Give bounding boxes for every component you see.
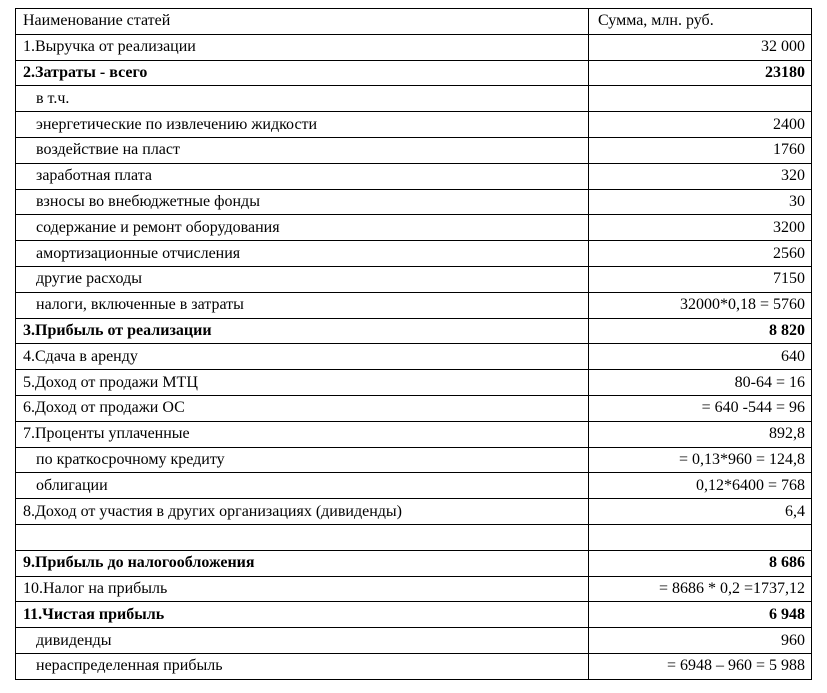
row-name	[16, 524, 589, 550]
row-name: взносы во внебюджетные фонды	[16, 189, 589, 215]
row-value: 8 820	[589, 318, 812, 344]
table-row	[16, 266, 812, 292]
row-value: 3200	[589, 215, 812, 241]
row-name: 1.Выручка от реализации	[16, 34, 589, 60]
table-row	[16, 576, 812, 602]
table-row	[16, 292, 812, 318]
row-name: энергетические по извлечению жидкости	[16, 112, 589, 138]
row-name: амортизационные отчисления	[16, 241, 589, 267]
row-name: 6.Доход от продажи ОС	[16, 395, 589, 421]
column-header-value: Сумма, млн. руб.	[589, 9, 812, 35]
row-name: 8.Доход от участия в других организациях (дивиденды)	[16, 499, 589, 525]
table-row	[16, 395, 812, 421]
table-row	[16, 34, 812, 60]
table-row	[16, 137, 812, 163]
row-value: 8 686	[589, 550, 812, 576]
income-statement-table	[15, 8, 812, 680]
row-value: 32 000	[589, 34, 812, 60]
table-row-empty	[16, 524, 812, 550]
row-value: = 640 -544 = 96	[589, 395, 812, 421]
row-name: 4.Сдача в аренду	[16, 344, 589, 370]
row-name: налоги, включенные в затраты	[16, 292, 589, 318]
table-row	[16, 628, 812, 654]
row-name: 7.Проценты уплаченные	[16, 421, 589, 447]
table-row	[16, 241, 812, 267]
row-value: 2560	[589, 241, 812, 267]
table-row	[16, 447, 812, 473]
table-row	[16, 163, 812, 189]
row-name: другие расходы	[16, 266, 589, 292]
table-row	[16, 86, 812, 112]
row-value: 32000*0,18 = 5760	[589, 292, 812, 318]
row-value	[589, 524, 812, 550]
row-name: воздействие на пласт	[16, 137, 589, 163]
table-row	[16, 473, 812, 499]
row-name: 11.Чистая прибыль	[16, 602, 589, 628]
table-row	[16, 189, 812, 215]
row-value	[589, 86, 812, 112]
row-value: 6,4	[589, 499, 812, 525]
row-value: 640	[589, 344, 812, 370]
row-value: 23180	[589, 60, 812, 86]
table-row	[16, 215, 812, 241]
row-name: 10.Налог на прибыль	[16, 576, 589, 602]
row-name: в т.ч.	[16, 86, 589, 112]
row-value: 30	[589, 189, 812, 215]
table-row	[16, 370, 812, 396]
row-name: по краткосрочному кредиту	[16, 447, 589, 473]
row-value: = 0,13*960 = 124,8	[589, 447, 812, 473]
row-name: 9.Прибыль до налогообложения	[16, 550, 589, 576]
table-row	[16, 602, 812, 628]
table-row	[16, 112, 812, 138]
row-name: содержание и ремонт оборудования	[16, 215, 589, 241]
row-value: 6 948	[589, 602, 812, 628]
column-header-name: Наименование статей	[16, 9, 589, 35]
row-value: = 6948 – 960 = 5 988	[589, 653, 812, 679]
table-row	[16, 344, 812, 370]
row-name: 3.Прибыль от реализации	[16, 318, 589, 344]
row-value: 960	[589, 628, 812, 654]
row-value: 0,12*6400 = 768	[589, 473, 812, 499]
row-value: 80-64 = 16	[589, 370, 812, 396]
row-name: облигации	[16, 473, 589, 499]
table-row	[16, 653, 812, 679]
table-row	[16, 421, 812, 447]
row-value: = 8686 * 0,2 =1737,12	[589, 576, 812, 602]
table-row	[16, 318, 812, 344]
row-value: 892,8	[589, 421, 812, 447]
table-header-row	[16, 9, 812, 35]
row-value: 1760	[589, 137, 812, 163]
table-row	[16, 499, 812, 525]
row-name: 2.Затраты - всего	[16, 60, 589, 86]
row-name: заработная плата	[16, 163, 589, 189]
table-row	[16, 550, 812, 576]
row-name: 5.Доход от продажи МТЦ	[16, 370, 589, 396]
table-row	[16, 60, 812, 86]
row-value: 7150	[589, 266, 812, 292]
row-value: 2400	[589, 112, 812, 138]
row-value: 320	[589, 163, 812, 189]
row-name: дивиденды	[16, 628, 589, 654]
row-name: нераспределенная прибыль	[16, 653, 589, 679]
